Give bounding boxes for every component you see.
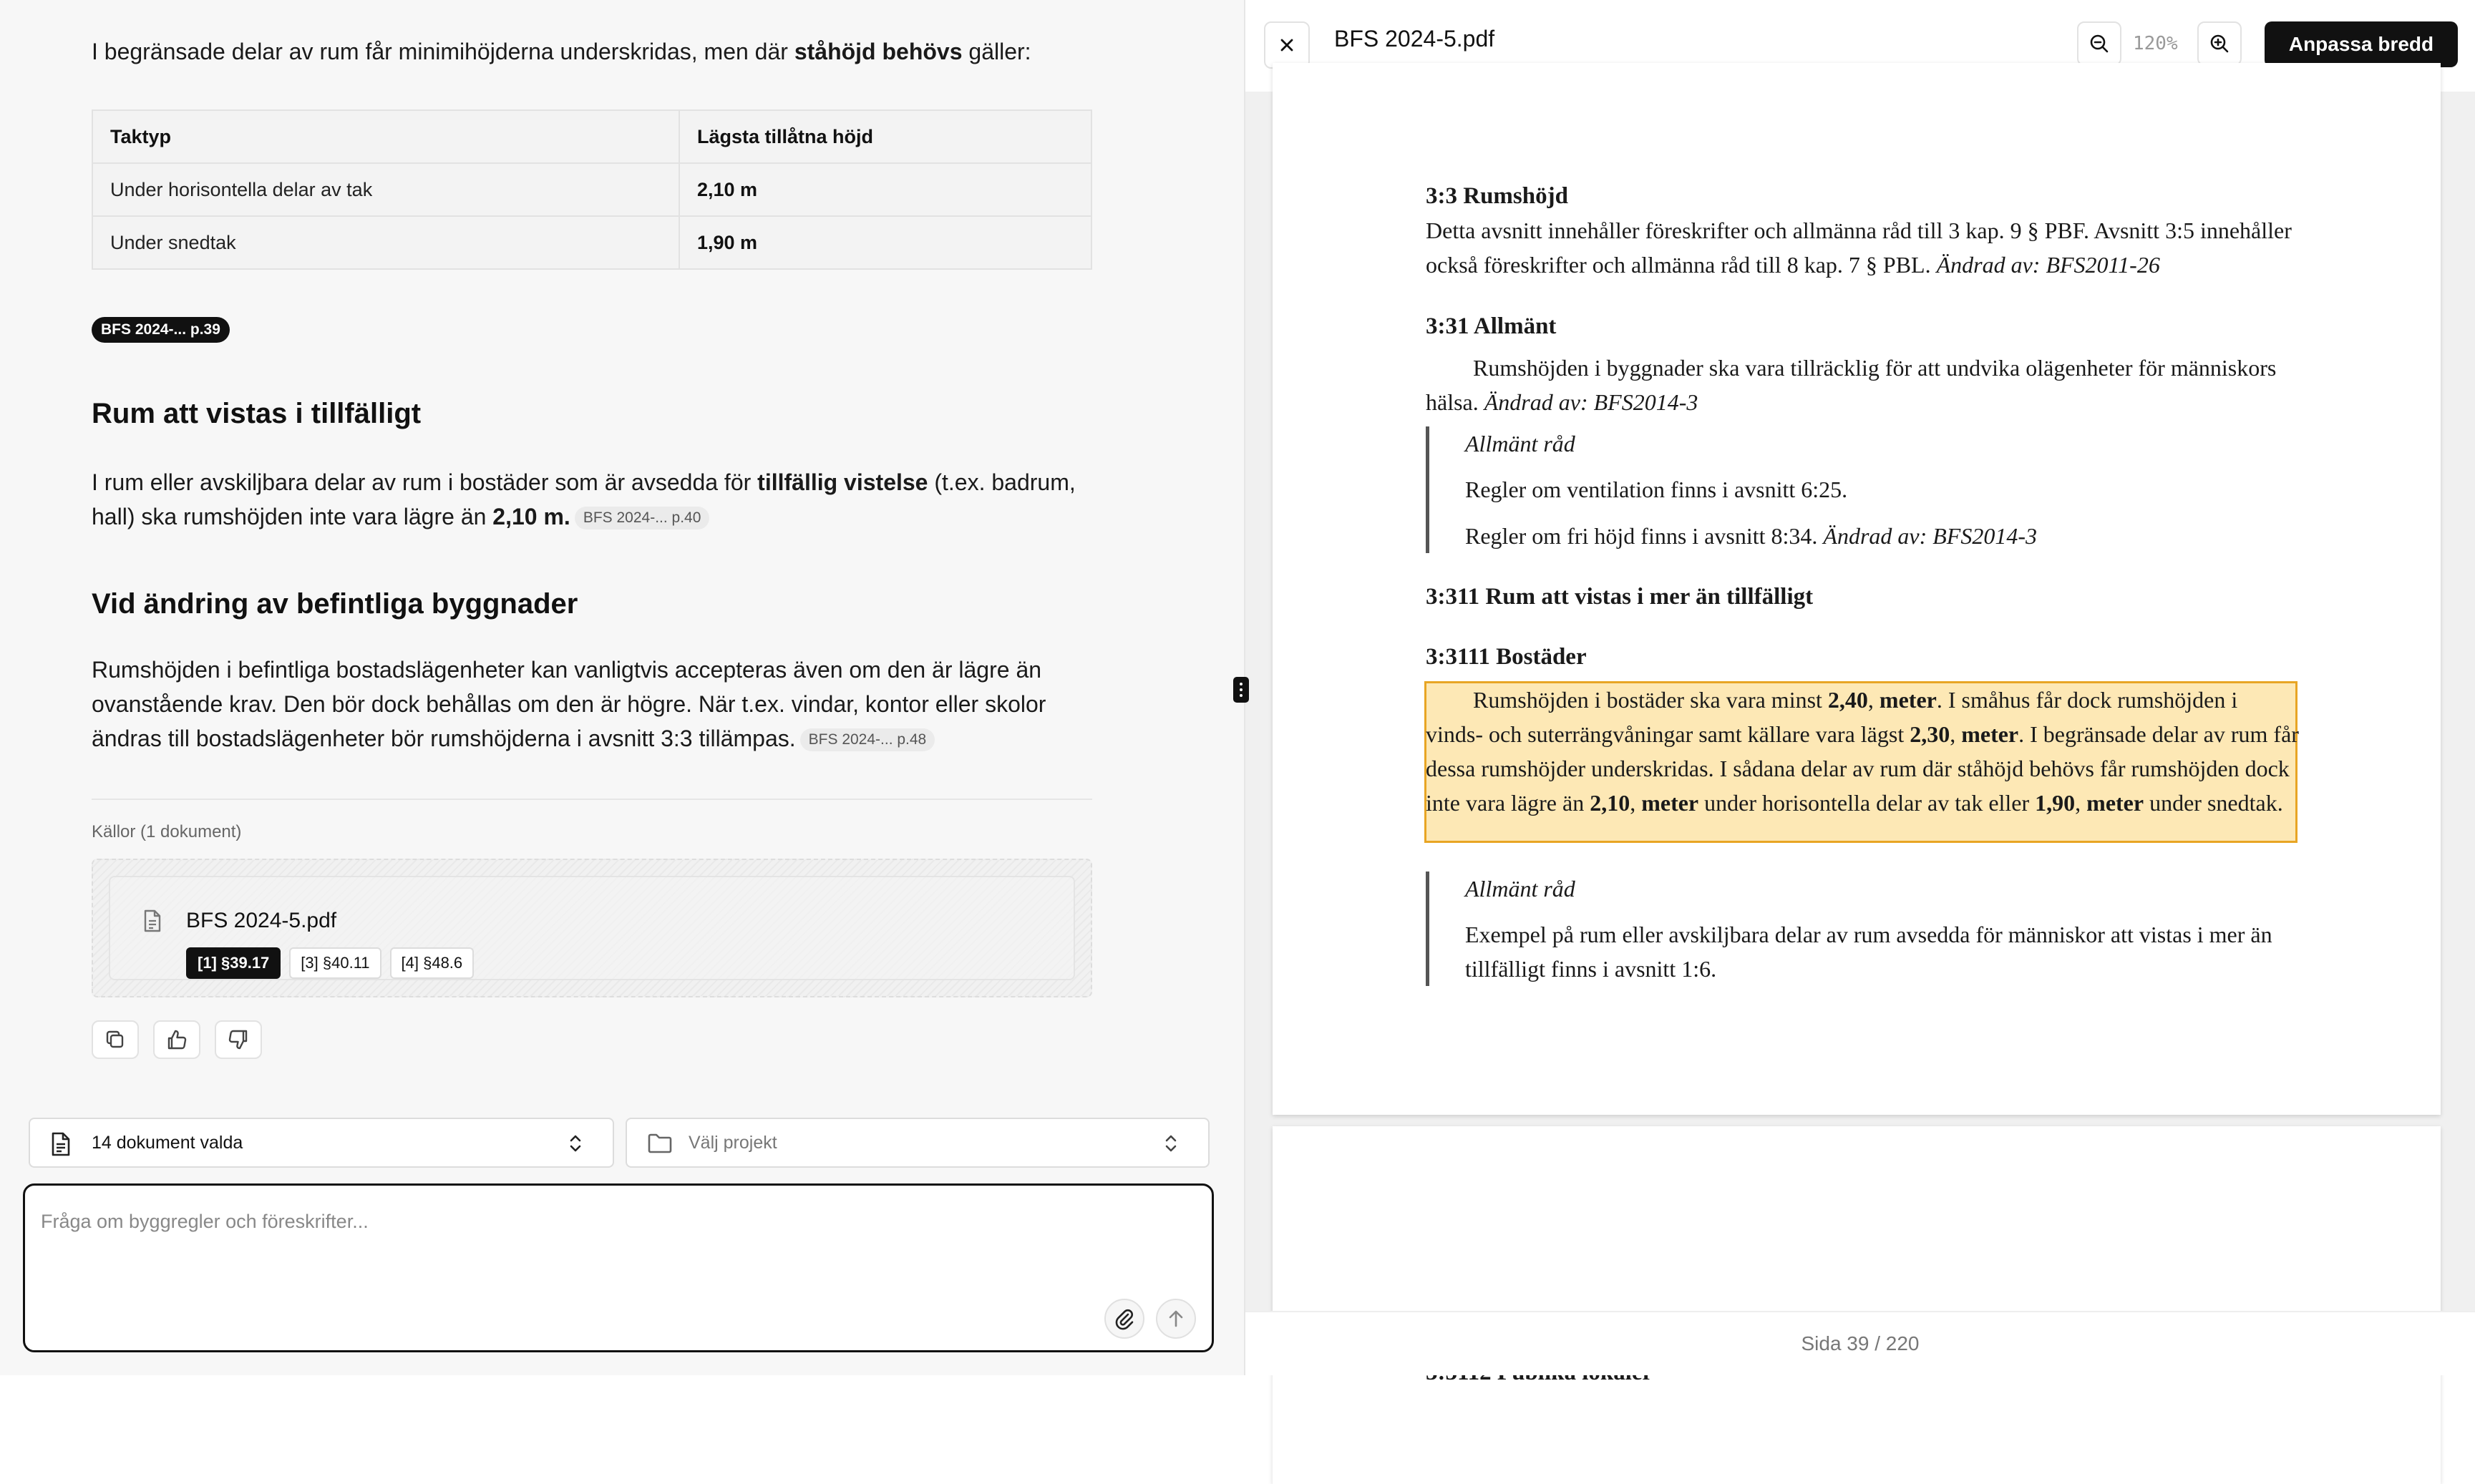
doc-text: Rumshöjden i bostäder ska vara minst [1473, 687, 1828, 713]
page-indicator: Sida 39 / 220 [1245, 1311, 2475, 1375]
table-header-row [92, 110, 1091, 163]
doc-bold: meter [1879, 687, 1937, 713]
folder-icon [647, 1132, 673, 1155]
pdf-page [1273, 1126, 2441, 1484]
doc-text: Regler om fri höjd finns i avsnitt 8:34. [1465, 523, 1818, 549]
zoom-in-icon [2208, 32, 2231, 55]
zoom-out-icon [2088, 32, 2111, 55]
document-icon [143, 909, 162, 932]
source-tag[interactable]: [1] §39.17 [186, 947, 281, 979]
doc-text: . I småhus får dock rumshöjden i vinds- och suterrängvåningar samt källare vara lägst [1426, 687, 2238, 747]
doc-bold: 2,40 [1827, 687, 1868, 713]
message-actions [92, 1020, 262, 1059]
advice-title: Allmänt råd [1465, 876, 1575, 902]
fit-width-button[interactable]: Anpassa bredd [2265, 21, 2458, 67]
documents-selector-label: 14 dokument valda [92, 1133, 243, 1153]
table-row [92, 216, 1091, 269]
doc-text: under horisontella delar av tak eller [1698, 790, 2036, 816]
advice-line: Regler om ventilation finns i avsnitt 6:25. [1465, 477, 1848, 502]
chat-pane [0, 0, 1244, 1375]
doc-text: under snedtak. [2144, 790, 2283, 816]
paragraph-bold: tillfällig vistelse [757, 469, 928, 495]
document-icon [50, 1132, 72, 1156]
doc-heading: 3:31 Allmänt [1426, 313, 1557, 339]
pane-resize-handle[interactable] [1233, 677, 1249, 703]
citation-badge[interactable]: BFS 2024-... p.40 [575, 507, 710, 529]
doc-bold: meter [1961, 721, 2019, 747]
prompt-input[interactable] [41, 1200, 1114, 1243]
copy-button[interactable] [92, 1020, 139, 1059]
pdf-title: BFS 2024-5.pdf [1334, 26, 1495, 52]
section-paragraph [92, 465, 1094, 534]
project-selector-label: Välj projekt [689, 1133, 777, 1153]
send-button[interactable] [1156, 1299, 1196, 1339]
copy-icon [104, 1029, 126, 1050]
general-advice-block [1426, 872, 2328, 986]
intro-suffix: gäller: [962, 39, 1031, 64]
source-tag[interactable]: [4] §48.6 [390, 947, 475, 979]
intro-paragraph [92, 34, 1031, 69]
doc-bold: meter [1641, 790, 1699, 816]
source-tag[interactable]: [3] §40.11 [289, 947, 381, 979]
zoom-in-button[interactable] [2197, 21, 2242, 66]
doc-text: Rumshöjden i byggnader ska vara tillräcklig för att undvika olägenheter för människors hälsa. [1426, 355, 2277, 415]
thumbs-down-button[interactable] [215, 1020, 262, 1059]
advice-line [1465, 519, 2328, 553]
project-selector[interactable] [626, 1118, 1210, 1168]
sources-box [92, 859, 1092, 997]
thumbs-up-icon [165, 1028, 188, 1051]
doc-text: , [1950, 721, 1962, 747]
advice-line: Exempel på rum eller avskiljbara delar av rum avsedda för människor att vistas i mer än tillfälligt finns i avsnitt 1:6. [1465, 922, 2272, 982]
advice-title: Allmänt råd [1465, 431, 1575, 457]
section-paragraph [92, 653, 1094, 756]
sources-label: Källor (1 dokument) [92, 822, 242, 841]
attach-button[interactable] [1104, 1299, 1144, 1339]
doc-amendment: Ändrad av: BFS2014-3 [1823, 523, 2037, 549]
section-heading: Vid ändring av befintliga byggnader [92, 588, 578, 620]
source-card[interactable] [109, 876, 1075, 980]
paragraph-text: I rum eller avskiljbara delar av rum i bostäder som är avsedda för [92, 469, 758, 495]
doc-bold: 1,90 [2035, 790, 2076, 816]
table-header: Taktyp [92, 110, 679, 163]
chevron-up-down-icon [567, 1131, 584, 1156]
doc-text: . I begränsade delar av rum får dessa rumshöjder underskridas. I sådana delar av rum där ståhöjd behövs får rumshöjden dock inte vara lägre än [1426, 721, 2299, 816]
documents-selector[interactable] [29, 1118, 614, 1168]
zoom-out-button[interactable] [2077, 21, 2121, 66]
thumbs-up-button[interactable] [153, 1020, 200, 1059]
zoom-level: 120% [2133, 33, 2178, 54]
pdf-scroll-area[interactable] [1245, 92, 2475, 1311]
doc-heading: 3:311 Rum att vistas i mer än tillfälligt [1426, 584, 1814, 610]
table-header: Lägsta tillåtna höjd [679, 110, 1091, 163]
section-heading: Rum att vistas i tillfälligt [92, 398, 422, 429]
source-tags [186, 947, 474, 979]
doc-bold: meter [2086, 790, 2144, 816]
citation-badge[interactable]: BFS 2024-... p.39 [92, 317, 230, 343]
citation-badge[interactable]: BFS 2024-... p.48 [800, 728, 935, 751]
source-file-name: BFS 2024-5.pdf [186, 909, 337, 932]
grip-dot [1240, 683, 1243, 685]
intro-text: I begränsade delar av rum får minimihöjderna underskridas, men där [92, 39, 794, 64]
grip-dot [1240, 694, 1243, 697]
doc-amendment: Ändrad av: BFS2011-26 [1936, 252, 2160, 278]
pdf-page [1273, 63, 2441, 1115]
table-cell: 2,10 m [679, 163, 1091, 216]
message-composer [23, 1183, 1214, 1352]
doc-bold: 2,10 [1590, 790, 1630, 816]
doc-paragraph [1426, 213, 2292, 282]
doc-text: Detta avsnitt innehåller föreskrifter och allmänna råd till 3 kap. 9 § PBF. Avsnitt 3:5 innehåller också föreskrifter och allmänna råd till 8 kap. 7 § PBL. [1426, 218, 2292, 278]
close-icon [1278, 36, 1296, 54]
chevron-up-down-icon [1162, 1131, 1180, 1156]
table-cell: Under snedtak [92, 216, 679, 269]
pdf-viewer [1244, 0, 2474, 1375]
highlighted-paragraph [1426, 683, 2300, 820]
paperclip-icon [1113, 1307, 1136, 1330]
table-cell: Under horisontella delar av tak [92, 163, 679, 216]
paragraph-text: (t.ex. badrum, hall) ska rumshöjden inte vara lägre än [92, 469, 1076, 529]
arrow-up-icon [1166, 1309, 1186, 1329]
doc-heading: 3:3111 Bostäder [1426, 644, 1587, 670]
divider [92, 799, 1092, 800]
paragraph-bold: . [563, 504, 570, 529]
doc-paragraph [1426, 351, 2292, 419]
doc-text: , [1867, 687, 1880, 713]
height-table [92, 109, 1092, 270]
close-viewer-button[interactable] [1264, 21, 1310, 69]
table-cell: 1,90 m [679, 216, 1091, 269]
intro-bold: ståhöjd behövs [794, 39, 963, 64]
thumbs-down-icon [227, 1028, 250, 1051]
general-advice-block [1426, 426, 2328, 553]
doc-text: , [2075, 790, 2087, 816]
paragraph-text: Rumshöjden i befintliga bostadslägenheter kan vanligtvis accepteras även om den är lägre än ovanstående krav. Den bör dock behållas om den är högre. När t.ex. vindar, kontor eller skolor ändras till bostadslägenheter bör rumshöjderna i avsnitt 3:3 tillämpas. [92, 657, 1046, 751]
doc-text: , [1630, 790, 1642, 816]
doc-amendment: Ändrad av: BFS2014-3 [1484, 389, 1698, 415]
doc-heading: 3:3 Rumshöjd [1426, 183, 1568, 209]
doc-bold: 2,30 [1910, 721, 1950, 747]
paragraph-bold: 2,10 m [492, 504, 564, 529]
table-row [92, 163, 1091, 216]
grip-dot [1240, 688, 1243, 691]
